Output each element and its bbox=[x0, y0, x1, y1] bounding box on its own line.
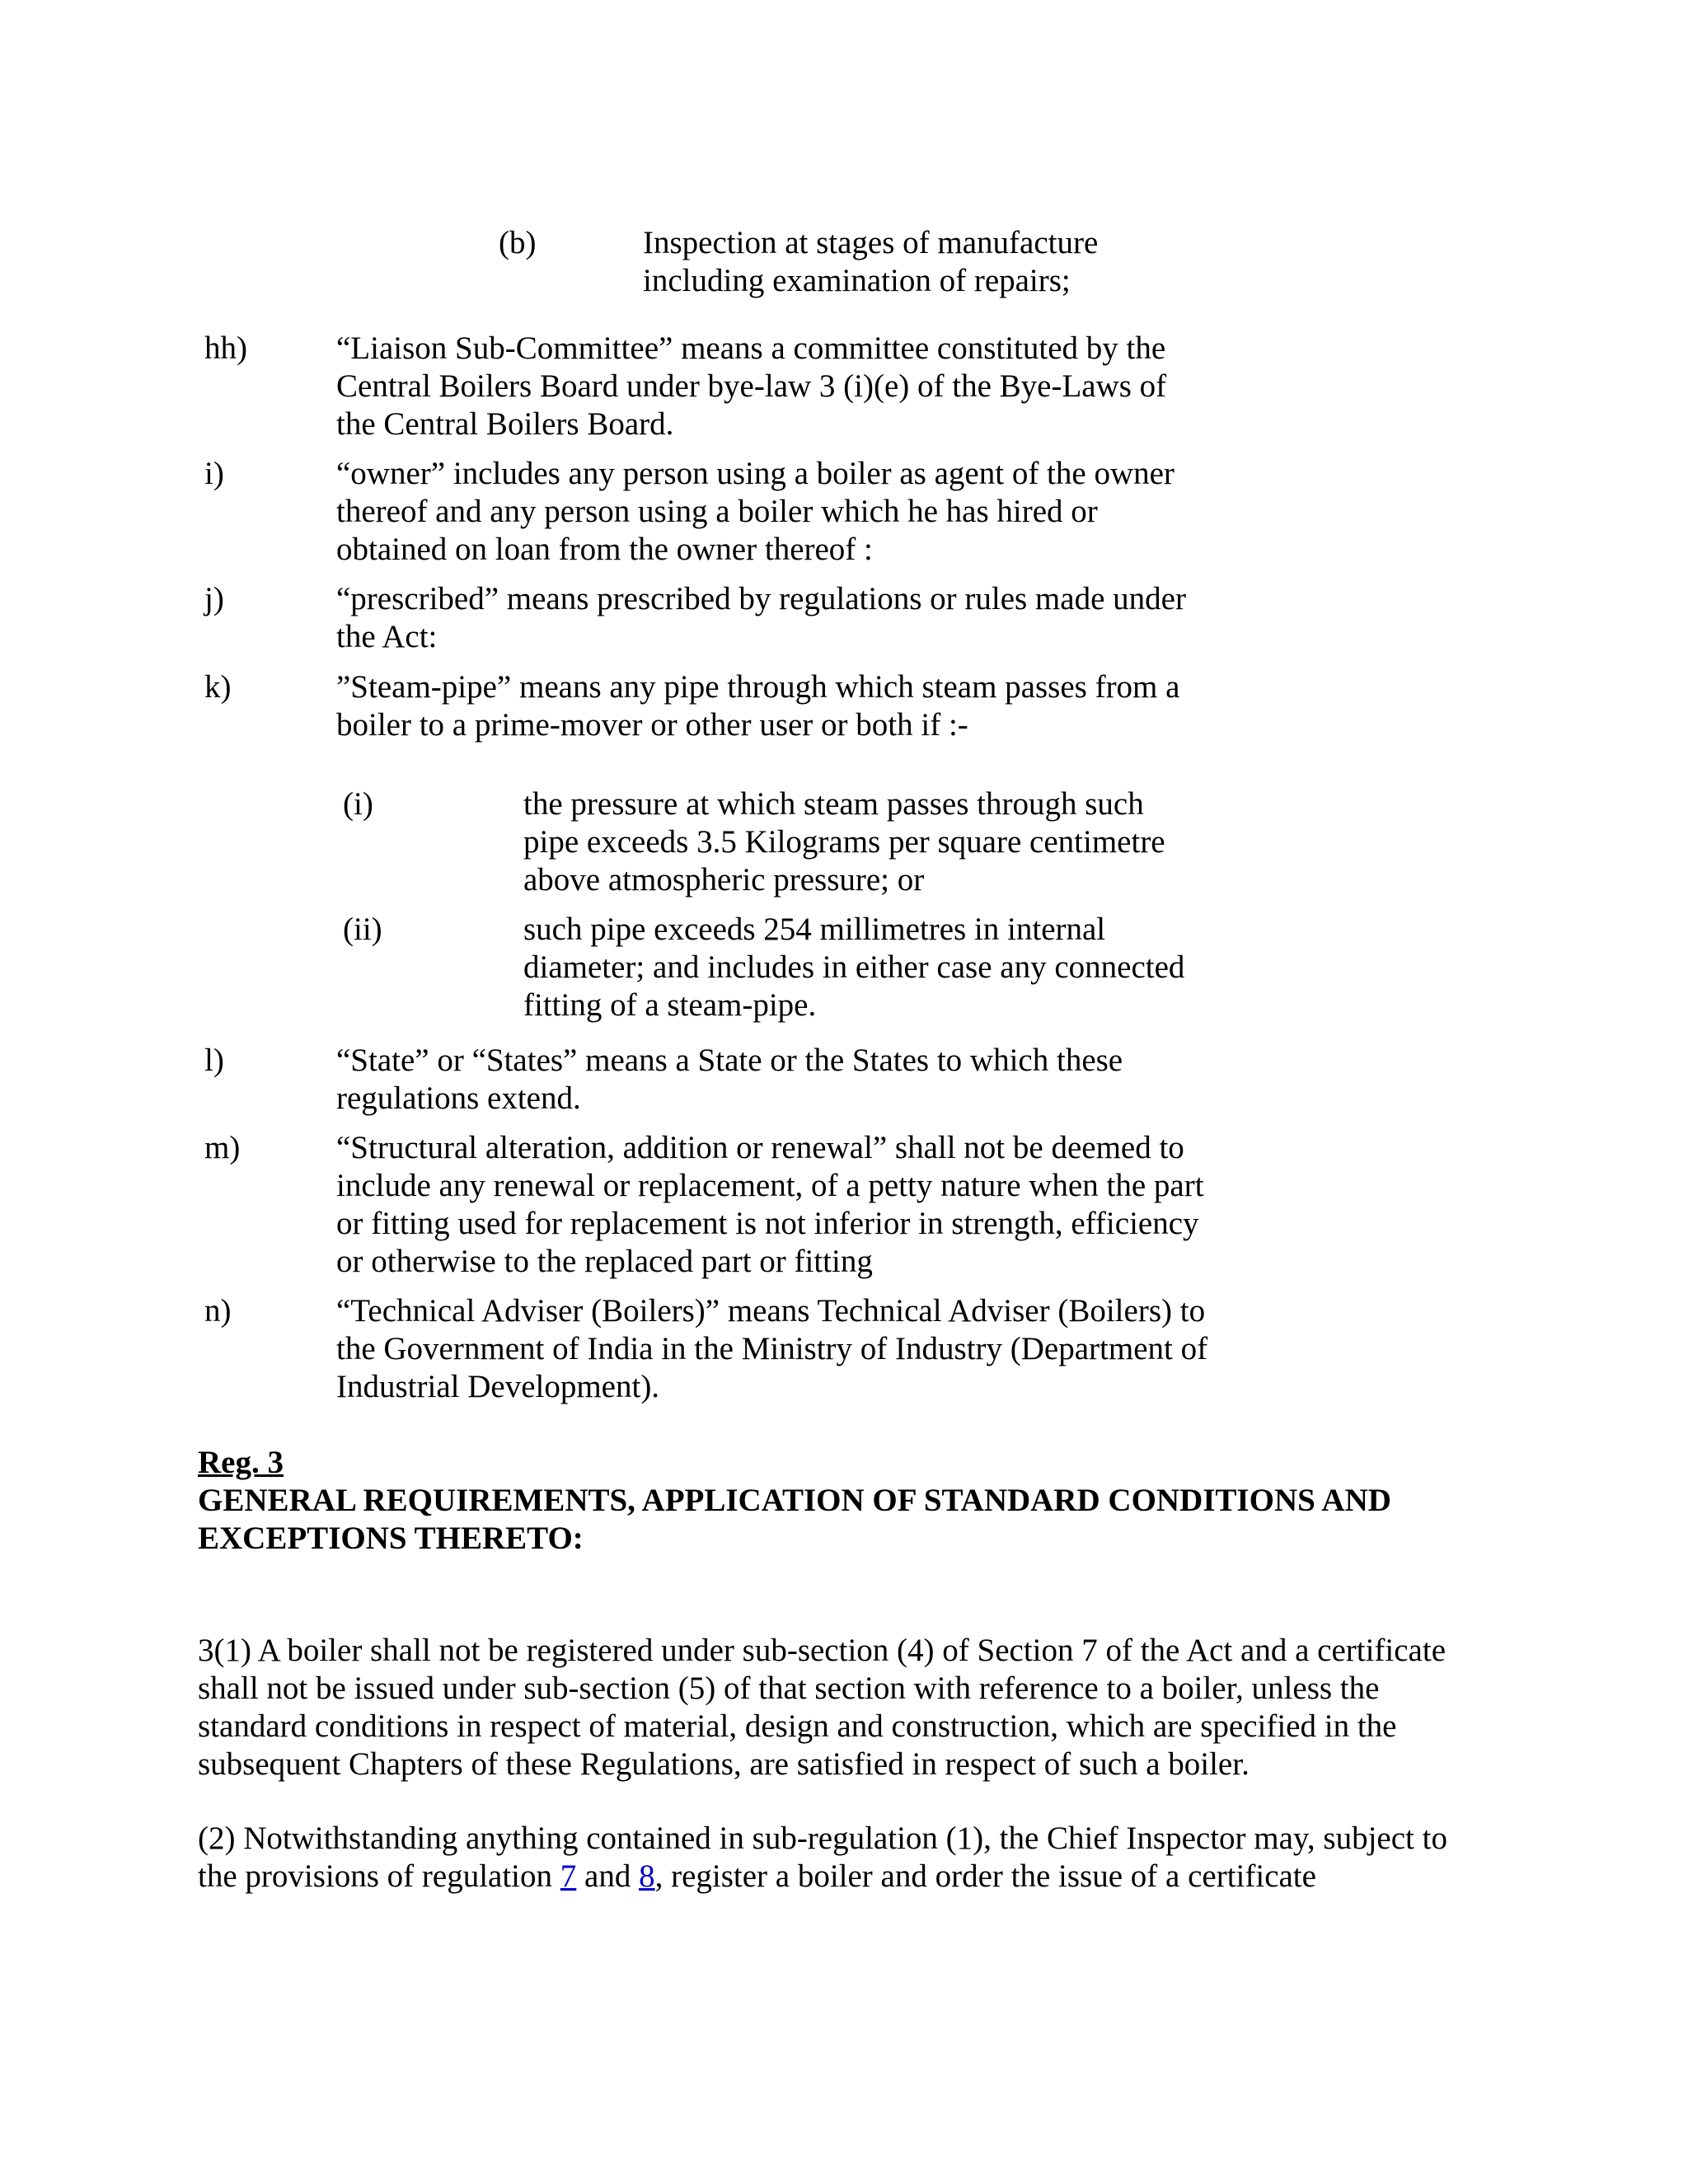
regulation-title: GENERAL REQUIREMENTS, APPLICATION OF STANDARD CONDITIONS AND EXCEPTIONS THERETO: bbox=[198, 1483, 1391, 1556]
definition-label-l: l) bbox=[204, 1043, 224, 1078]
paragraph-3-2-text-end: , register a boiler and order the issue of a certificate bbox=[654, 1858, 1316, 1894]
regulation-label bbox=[198, 1444, 284, 1482]
paragraph-3-1: 3(1) A boiler shall not be registered under sub-section (4) of Section 7 of the Act and a certificate shall not be issued under sub-section (5) of that section with reference to a boiler, unless the standard conditions in respect of material, design and construction, which are specified in the subsequent Chapters of these Regulations, are satisfied in respect of such a boiler. bbox=[198, 1633, 1447, 1782]
paragraph-3-2-text-start: (2) Notwithstanding anything contained in sub-regulation (1), the Chief Inspector may, subject to the provisions of regulation bbox=[198, 1821, 1447, 1894]
definition-text-n: “Technical Adviser (Boilers)” means Technical Adviser (Boilers) to the Government of India in the Ministry of Industry (Department of Industrial Development). bbox=[336, 1293, 1208, 1404]
item-text-b: Inspection at stages of manufacture including examination of repairs; bbox=[643, 225, 1099, 298]
paragraph-3-2-text-and: and bbox=[576, 1858, 640, 1894]
definition-label-n: n) bbox=[204, 1293, 232, 1329]
definition-text-hh: “Liaison Sub-Committee” means a committee constituted by the Central Boilers Board under bye-law 3 (i)(e) of the Bye-Laws of the Central Boilers Board. bbox=[336, 330, 1167, 442]
condition-text-ii: such pipe exceeds 254 millimetres in internal diameter; and includes in either case any connected fitting of a steam-pipe. bbox=[523, 912, 1185, 1023]
definition-text-m: “Structural alteration, addition or renewal” shall not be deemed to include any renewal or replacement, of a petty nature when the part or fitting used for replacement is not inferior in strength, efficiency or otherwise to the replaced part or fitting bbox=[336, 1130, 1204, 1279]
definition-text-k: ”Steam-pipe” means any pipe through which steam passes from a boiler to a prime-mover or other user or both if :- bbox=[336, 669, 1180, 743]
definition-label-m: m) bbox=[204, 1130, 241, 1165]
condition-text-i: the pressure at which steam passes through such pipe exceeds 3.5 Kilograms per square centimetre above atmospheric pressure; or bbox=[523, 786, 1165, 898]
definition-label-j: j) bbox=[204, 581, 224, 616]
definition-label-hh: hh) bbox=[204, 330, 247, 366]
definition-label-i: i) bbox=[204, 456, 224, 491]
definition-text-j: “prescribed” means prescribed by regulations or rules made under the Act: bbox=[336, 581, 1186, 654]
item-label-b: (b) bbox=[499, 225, 537, 260]
condition-label-ii: (ii) bbox=[343, 912, 382, 947]
regulation-label-text: Reg. 3 bbox=[198, 1445, 284, 1480]
definition-text-l: “State” or “States” means a State or the States to which these regulations extend. bbox=[336, 1043, 1123, 1116]
definition-text-i: “owner” includes any person using a boiler as agent of the owner thereof and any person using a boiler which he has hired or obtained on loan from the owner thereof : bbox=[336, 456, 1175, 567]
paragraph-3-2 bbox=[198, 1820, 1484, 1896]
regulation-7-link[interactable]: 7 bbox=[560, 1858, 577, 1894]
regulation-8-link[interactable]: 8 bbox=[639, 1858, 655, 1894]
definition-label-k: k) bbox=[204, 669, 232, 705]
condition-label-i: (i) bbox=[343, 786, 373, 822]
